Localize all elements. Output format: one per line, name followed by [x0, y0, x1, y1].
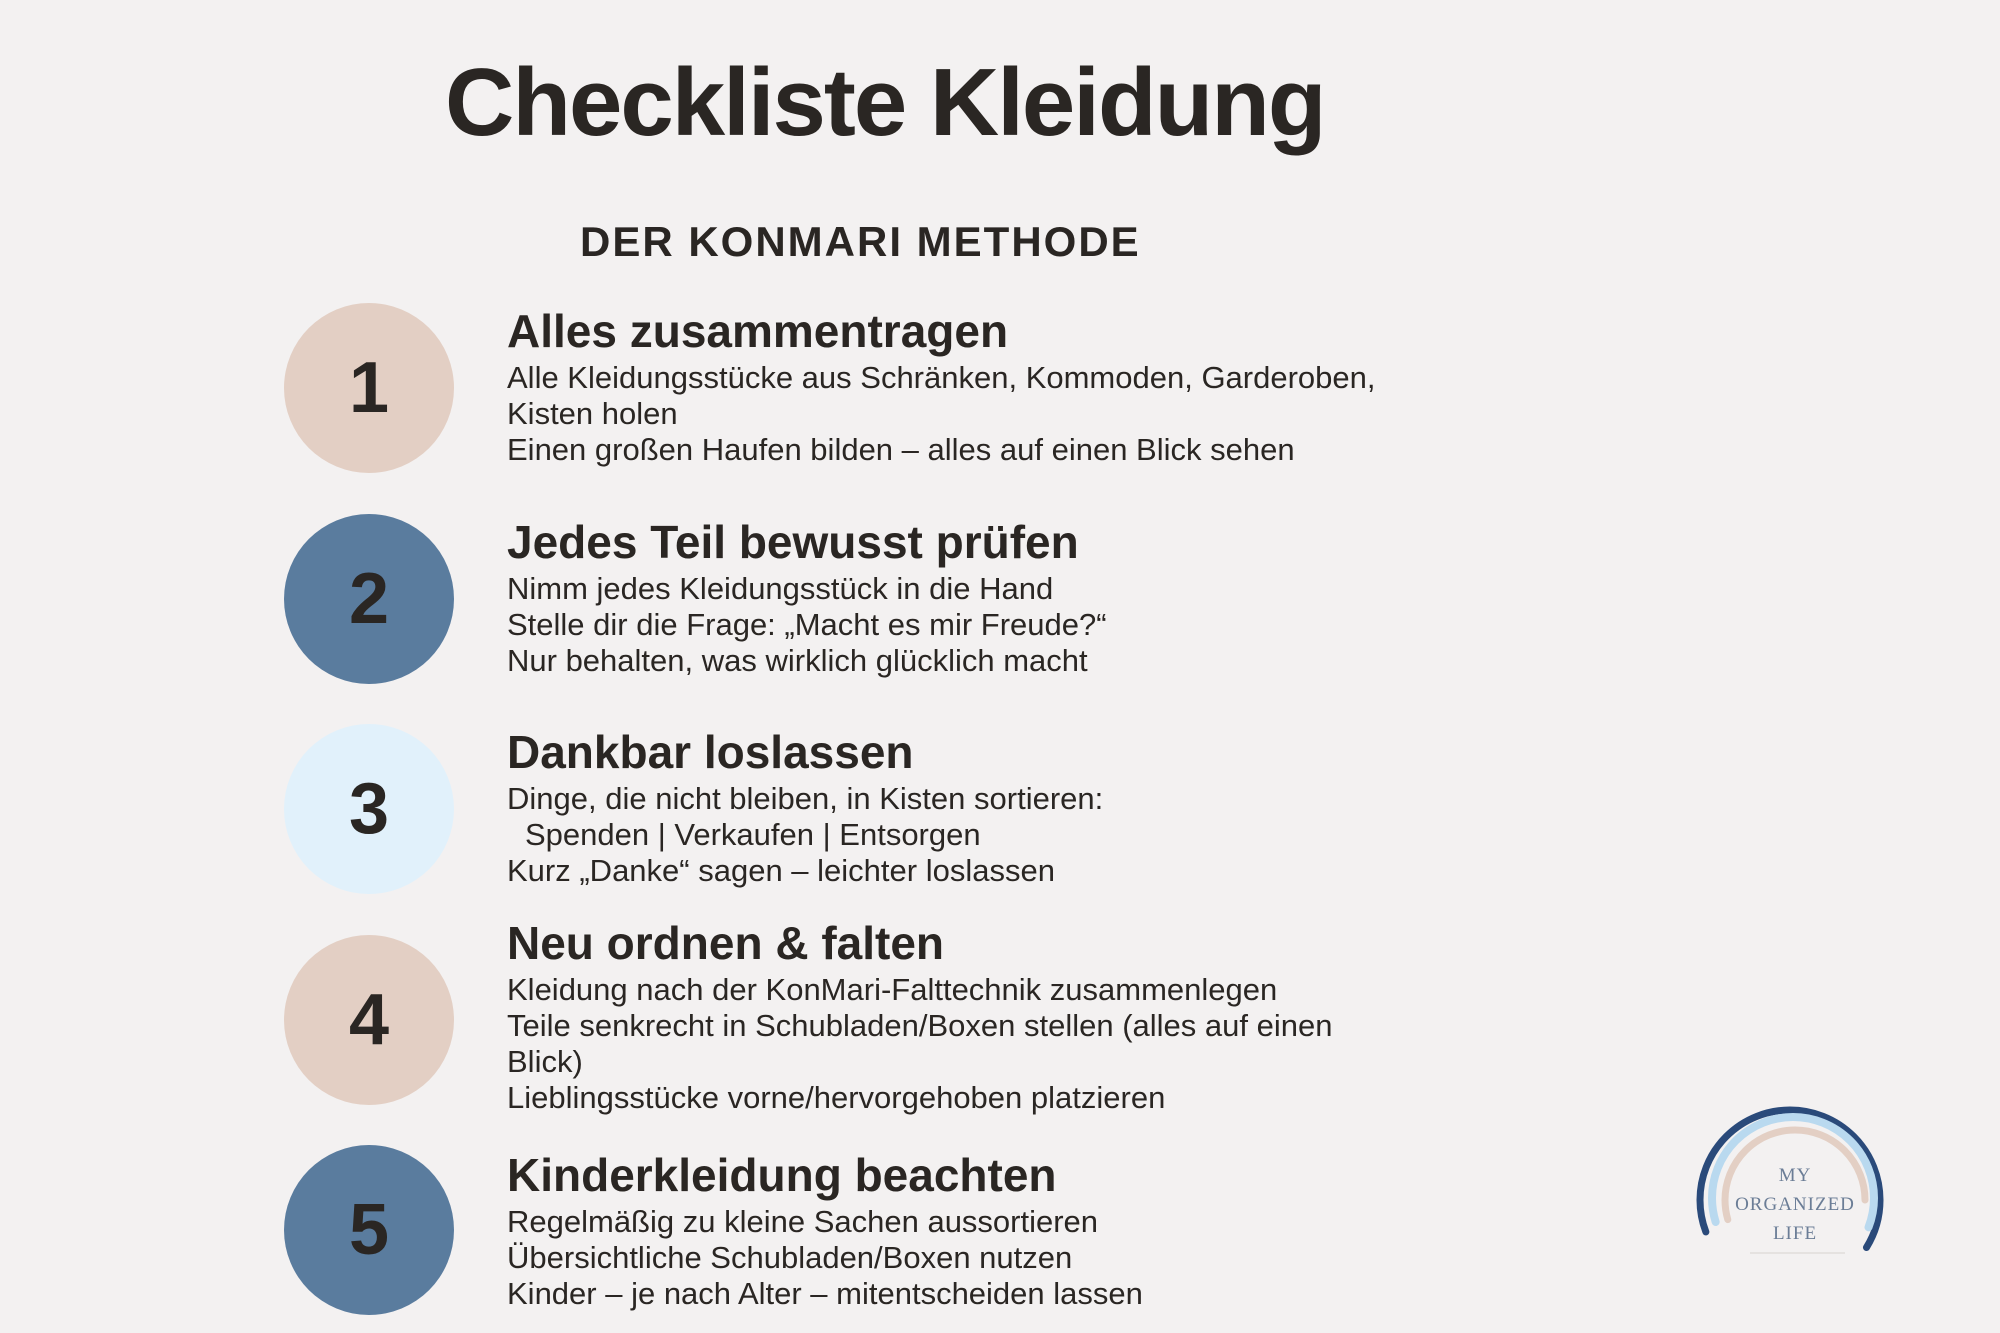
step-number-circle: [284, 935, 454, 1105]
step-line: Dinge, die nicht bleiben, in Kisten sortieren:: [507, 780, 1104, 816]
step-line: Alle Kleidungsstücke aus Schränken, Kommoden, Garderoben,: [507, 359, 1376, 395]
step-line: Kisten holen: [507, 395, 678, 431]
step-content: [507, 1149, 1707, 1312]
step-1: [284, 303, 1784, 483]
step-line: Kurz „Danke“ sagen – leichter loslassen: [507, 852, 1055, 888]
logo-line: MY: [1778, 1165, 1812, 1186]
step-line: Nur behalten, was wirklich glücklich macht: [507, 642, 1088, 678]
step-content: [507, 726, 1707, 889]
step-line: Kinder – je nach Alter – mitentscheiden lassen: [507, 1275, 1143, 1311]
step-heading: Kinderkleidung beachten: [507, 1149, 1057, 1201]
step-number-circle: [284, 724, 454, 894]
step-content: [507, 516, 1707, 679]
logo-line: ORGANIZED: [1735, 1194, 1855, 1215]
step-number: 5: [348, 1190, 390, 1270]
step-line: Regelmäßig zu kleine Sachen aussortieren: [507, 1203, 1099, 1239]
step-heading: Neu ordnen & falten: [507, 917, 945, 969]
step-line: Spenden | Verkaufen | Entsorgen: [525, 816, 981, 852]
step-number-circle: [284, 514, 454, 684]
step-content: [507, 305, 1707, 468]
step-heading: Jedes Teil bewusst prüfen: [507, 516, 1079, 568]
step-3: [284, 724, 1784, 904]
step-line: Kleidung nach der KonMari-Falttechnik zusammenlegen: [507, 971, 1278, 1007]
step-line: Stelle dir die Frage: „Macht es mir Freude?“: [507, 606, 1107, 642]
step-line: Einen großen Haufen bilden – alles auf einen Blick sehen: [507, 431, 1295, 467]
step-line: Nimm jedes Kleidungsstück in die Hand: [507, 570, 1054, 606]
step-4: [284, 917, 1784, 1115]
page-subtitle: DER KONMARI METHODE: [580, 218, 1141, 265]
step-2: [284, 514, 1784, 694]
step-number: 4: [348, 980, 390, 1060]
step-number-circle: [284, 1145, 454, 1315]
logo-text: [1695, 1161, 1895, 1248]
page-title: Checkliste Kleidung: [445, 49, 1325, 156]
step-line: Übersichtliche Schubladen/Boxen nutzen: [507, 1239, 1073, 1275]
step-number-circle: [284, 303, 454, 473]
step-line: Teile senkrecht in Schubladen/Boxen stellen (alles auf einen: [507, 1007, 1333, 1043]
step-number: 1: [348, 348, 390, 428]
brand-logo: [1695, 1105, 1885, 1295]
step-number: 3: [348, 769, 390, 849]
step-line: Blick): [507, 1043, 583, 1079]
logo-line: LIFE: [1772, 1223, 1818, 1244]
step-5: [284, 1145, 1784, 1325]
step-heading: Dankbar loslassen: [507, 726, 914, 778]
step-content: [507, 917, 1707, 1116]
step-heading: Alles zusammentragen: [507, 305, 1009, 357]
step-line: Lieblingsstücke vorne/hervorgehoben platzieren: [507, 1079, 1166, 1115]
step-number: 2: [348, 559, 390, 639]
